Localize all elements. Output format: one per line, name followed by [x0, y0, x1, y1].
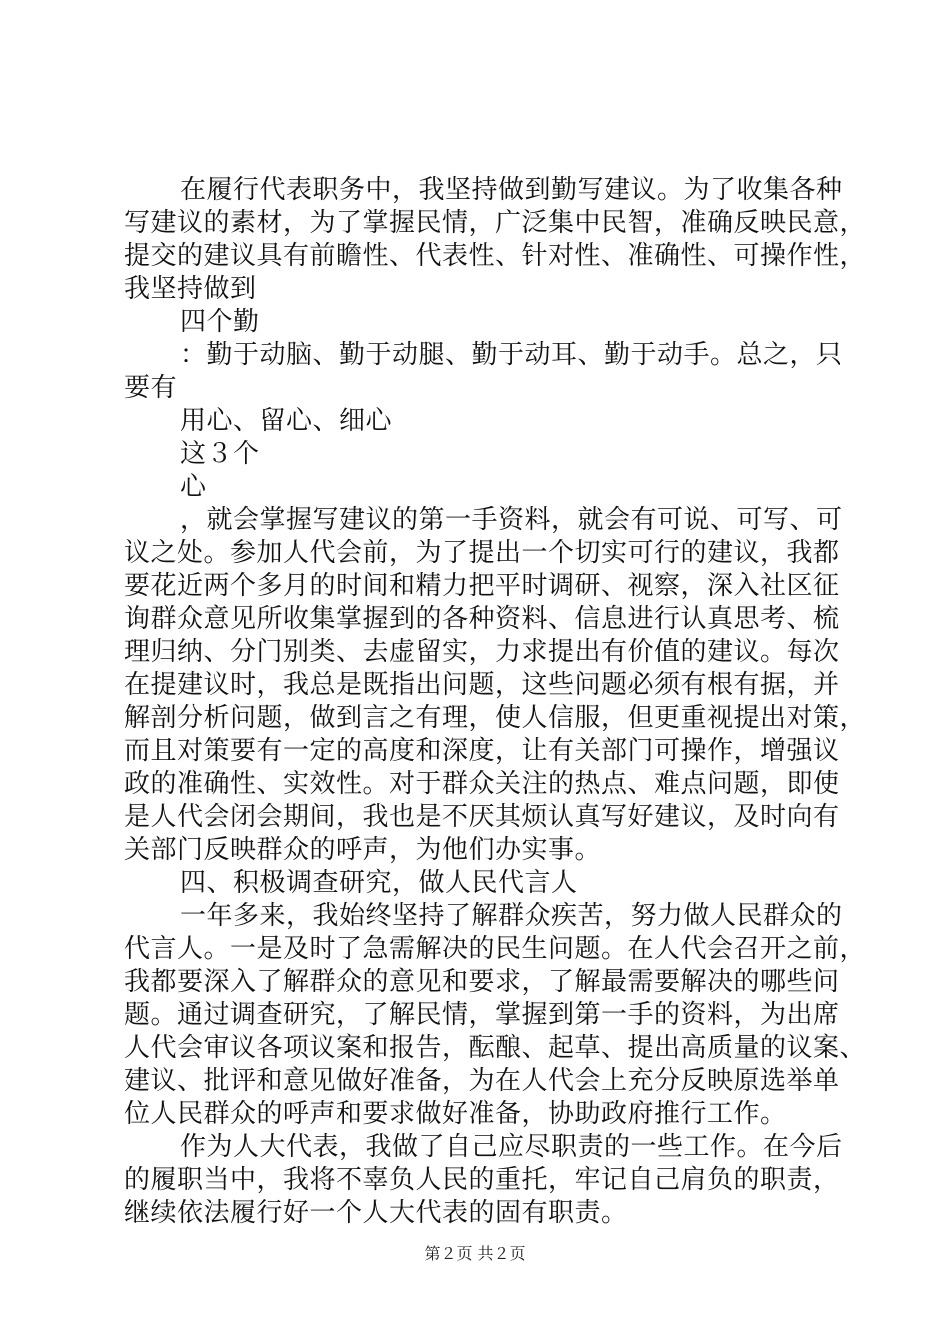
paragraph-line: 我坚持做到: [124, 274, 257, 304]
paragraph-line: 用心、留心、细心: [180, 406, 393, 436]
paragraph-line: 写建议的素材，为了掌握民情，广泛集中民智，准确反映民意，: [124, 208, 867, 238]
paragraph-line: 继续依法履行好一个人大代表的固有职责。: [124, 1198, 628, 1228]
page-indicator: 第２页 共２页: [424, 1244, 526, 1263]
paragraph-line: 四个勤: [180, 307, 260, 337]
paragraph-line: 位人民群众的呼声和要求做好准备，协助政府推行工作。: [124, 1099, 787, 1129]
paragraph-line: 询群众意见所收集掌握到的各种资料、信息进行认真思考、梳: [124, 604, 840, 634]
section-heading: 四、积极调查研究，做人民代言人: [180, 868, 578, 898]
paragraph-line: 是人代会闭会期间，我也是不厌其烦认真写好建议，及时向有: [124, 802, 840, 832]
paragraph-line: 解剖分析问题，做到言之有理，使人信服，但更重视提出对策，: [124, 703, 867, 733]
paragraph-line: 一年多来，我始终坚持了解群众疾苦，努力做人民群众的: [180, 901, 843, 931]
paragraph-line: 要有: [124, 373, 178, 403]
paragraph-line: ：勤于动脑、勤于动腿、勤于动耳、勤于动手。总之，只: [180, 340, 843, 370]
paragraph-line: ，就会掌握写建议的第一手资料，就会有可说、可写、可: [180, 505, 843, 535]
paragraph-line: 心: [180, 472, 207, 502]
paragraph-line: 要花近两个多月的时间和精力把平时调研、视察，深入社区征: [124, 571, 840, 601]
paragraph-line: 的履职当中，我将不辜负人民的重托，牢记自己肩负的职责，: [124, 1165, 840, 1195]
paragraph-line: 政的准确性、实效性。对于群众关注的热点、难点问题，即使: [124, 769, 840, 799]
paragraph-line: 在提建议时，我总是既指出问题，这些问题必须有根有据，并: [124, 670, 840, 700]
paragraph-line: 我都要深入了解群众的意见和要求，了解最需要解决的哪些问: [124, 967, 840, 997]
paragraph-line: 作为人大代表，我做了自己应尽职责的一些工作。在今后: [180, 1132, 843, 1162]
document-body: [124, 174, 867, 1230]
paragraph-line: 在履行代表职务中，我坚持做到勤写建议。为了收集各种: [180, 175, 843, 205]
paragraph-line: 提交的建议具有前瞻性、代表性、针对性、准确性、可操作性，: [124, 241, 867, 271]
paragraph-line: 理归纳、分门别类、去虚留实，力求提出有价值的建议。每次: [124, 637, 840, 667]
page-footer: [0, 1244, 950, 1264]
paragraph-line: 而且对策要有一定的高度和深度，让有关部门可操作，增强议: [124, 736, 840, 766]
paragraph-line: 人代会审议各项议案和报告，酝酿、起草、提出高质量的议案、: [124, 1033, 867, 1063]
paragraph-line: 这３个: [180, 439, 260, 469]
paragraph-line: 代言人。一是及时了急需解决的民生问题。在人代会召开之前，: [124, 934, 867, 964]
paragraph-line: 建议、批评和意见做好准备，为在人代会上充分反映原选举单: [124, 1066, 840, 1096]
paragraph-line: 题。通过调查研究，了解民情，掌握到第一手的资料，为出席: [124, 1000, 840, 1030]
paragraph-line: 议之处。参加人代会前，为了提出一个切实可行的建议，我都: [124, 538, 840, 568]
paragraph-line: 关部门反映群众的呼声，为他们办实事。: [124, 835, 602, 865]
